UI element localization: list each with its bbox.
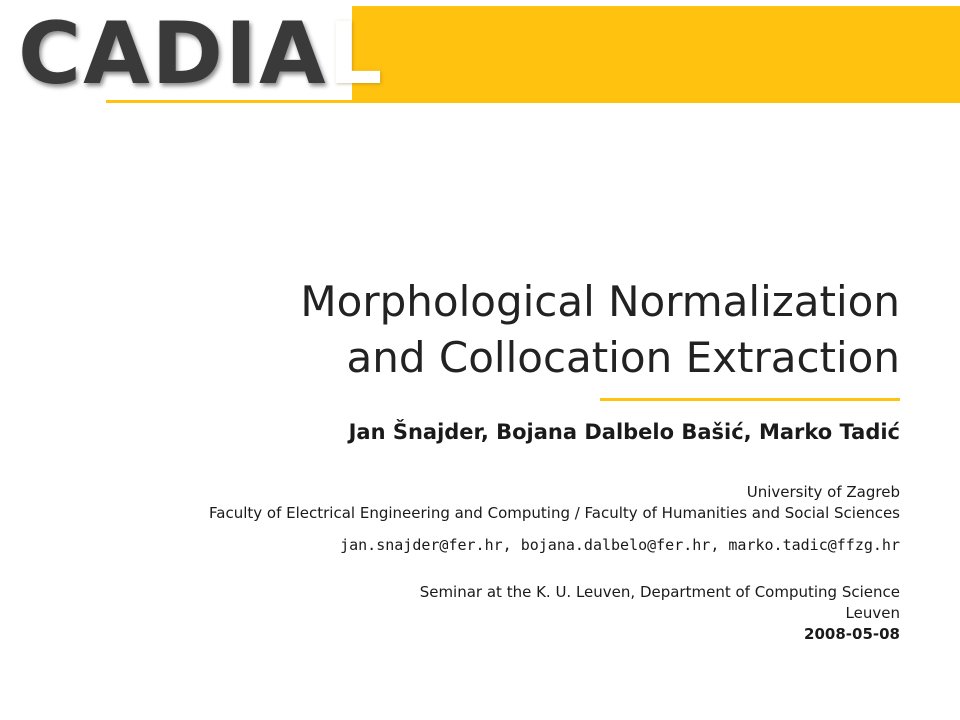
affiliation [20,482,900,524]
authors: Jan Šnajder, Bojana Dalbelo Bašić, Marko Tadić [348,420,900,444]
faculties: Faculty of Electrical Engineering and Computing / Faculty of Humanities and Social Sciences [209,504,900,522]
seminar-info [40,582,900,645]
slide-title [40,274,900,386]
title-line-2: and Collocation Extraction [346,333,900,382]
cadial-logo [18,4,384,104]
seminar-date: 2008-05-08 [804,625,900,643]
seminar-event: Seminar at the K. U. Leuven, Department of Computing Science [419,583,900,601]
logo-text-main: CADIA [18,4,328,104]
title-line-1: Morphological Normalization [300,277,900,326]
logo-text-last: L [327,4,385,104]
title-divider [600,398,900,401]
logo-band [352,6,960,100]
university: University of Zagreb [746,483,900,501]
seminar-location: Leuven [845,604,900,622]
author-emails: jan.snajder@fer.hr, bojana.dalbelo@fer.hr, marko.tadic@ffzg.hr [340,536,900,554]
